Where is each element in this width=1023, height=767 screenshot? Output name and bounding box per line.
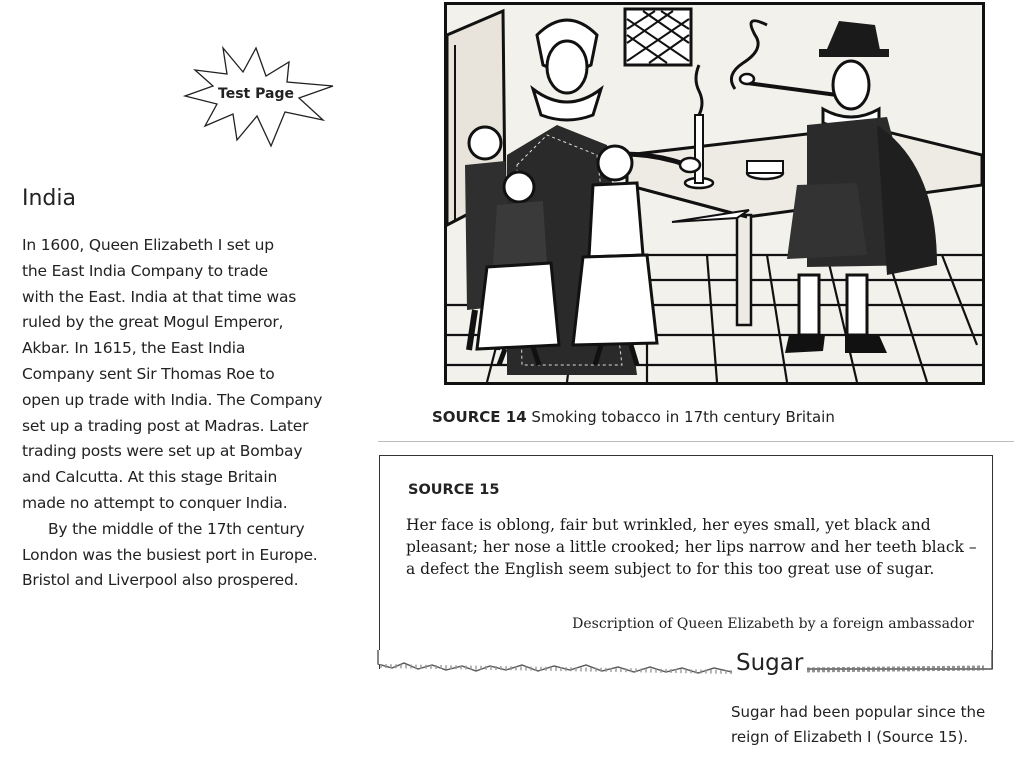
india-paragraph <box>22 233 372 594</box>
sugar-line: reign of Elizabeth I (Source 15). <box>731 728 969 746</box>
test-page-badge <box>183 40 338 150</box>
india-line: set up a trading post at Madras. Later <box>22 416 309 435</box>
sugar-paragraph <box>731 700 1021 750</box>
india-line: with the East. India at that time was <box>22 287 297 306</box>
india-line: Company sent Sir Thomas Roe to <box>22 364 275 383</box>
source-14-label: SOURCE 14 <box>432 408 527 426</box>
sugar-line: Sugar had been popular since the <box>731 703 986 721</box>
india-line: ruled by the great Mogul Emperor, <box>22 313 284 332</box>
source-15-box <box>379 455 993 669</box>
india-heading: India <box>22 186 76 211</box>
india-line: and Calcutta. At this stage Britain <box>22 468 278 487</box>
india-line: Bristol and Liverpool also prospered. <box>22 571 299 590</box>
india-line: the East India Company to trade <box>22 261 268 280</box>
divider <box>378 441 1014 442</box>
source-15-title: SOURCE 15 <box>408 482 500 498</box>
india-line: trading posts were set up at Bombay <box>22 442 303 461</box>
india-line: By the middle of the 17th century <box>48 519 305 538</box>
india-line: made no attempt to conquer India. <box>22 493 288 512</box>
sugar-heading: Sugar <box>732 650 807 676</box>
source-15-attribution: Description of Queen Elizabeth by a foreign ambassador <box>572 616 974 632</box>
woodcut-illustration <box>444 2 985 385</box>
test-page-label: Test Page <box>218 86 294 102</box>
torn-edge <box>372 650 997 690</box>
india-line: Akbar. In 1615, the East India <box>22 339 246 358</box>
source-15-quote: Her face is oblong, fair but wrinkled, her eyes small, yet black and pleasant; her nose a little crooked; her lips narrow and her teeth black – a defect the English seem subject to for this too great use of sugar. <box>406 516 977 578</box>
source-14-description: Smoking tobacco in 17th century Britain <box>531 408 835 426</box>
india-line: open up trade with India. The Company <box>22 390 323 409</box>
source-14-caption <box>432 408 835 426</box>
woodcut-image <box>447 5 982 382</box>
india-line: In 1600, Queen Elizabeth I set up <box>22 236 274 254</box>
india-line: London was the busiest port in Europe. <box>22 545 318 564</box>
